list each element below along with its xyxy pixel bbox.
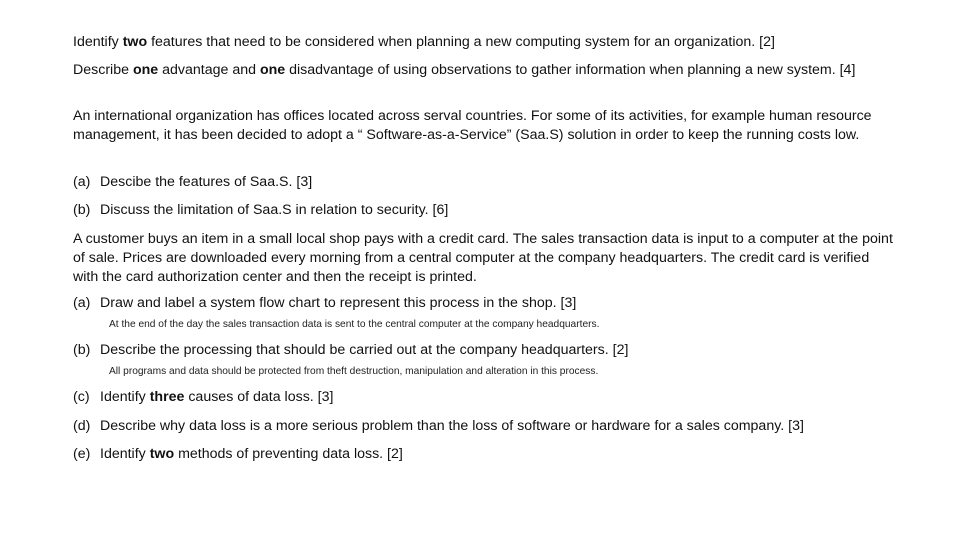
question-saas-context: An international organization has offices located across serval countries. For some of its activities, for example human resource management, it has been decided to adopt a “ Software-as-a-Service” (Saa.S) solution in order to keep the running costs low.: [73, 108, 872, 143]
note-protection: All programs and data should be protected from theft destruction, manipulation and alteration in this process.: [109, 366, 599, 377]
q4e-pre: Identify: [100, 446, 150, 462]
q1-bold: two: [122, 34, 148, 50]
q4c-pre: Identify: [100, 389, 150, 405]
q1-post: features that need to be considered when planning a new computing system for an organization. [2]: [147, 34, 775, 50]
q2-bold2: one: [259, 62, 286, 78]
q4b-label: (b): [73, 342, 91, 358]
q4c-label: (c): [73, 389, 90, 405]
q3a-label: (a): [73, 174, 91, 190]
question-shop-d: [73, 417, 903, 436]
q4c-body: [100, 388, 333, 407]
q2-bold1: one: [132, 62, 159, 78]
q4e-bold: two: [149, 446, 175, 462]
q4a-text: Draw and label a system flow chart to represent this process in the shop. [3]: [100, 295, 577, 311]
question-observations: [73, 61, 873, 80]
note-end-of-day: At the end of the day the sales transaction data is sent to the central computer at the company headquarters.: [109, 319, 600, 330]
q4c-post: causes of data loss. [3]: [184, 389, 334, 405]
question-shop-c: [73, 388, 903, 407]
q4e-label: (e): [73, 446, 91, 462]
question-features: [73, 33, 893, 52]
q2-post: disadvantage of using observations to gather information when planning a new system. [4]: [285, 62, 856, 78]
q1-pre: Identify: [73, 34, 123, 50]
q3a-text: Descibe the features of Saa.S. [3]: [100, 174, 313, 190]
q3b-text: Discuss the limitation of Saa.S in relation to security. [6]: [100, 202, 449, 218]
question-shop-a: [73, 294, 903, 313]
q2-mid: advantage and: [158, 62, 260, 78]
q4d-text: Describe why data loss is a more serious problem than the loss of software or hardware for a sales company. [3]: [100, 418, 804, 434]
q4d-label: (d): [73, 418, 91, 434]
q3b-label: (b): [73, 202, 91, 218]
q4b-text: Describe the processing that should be carried out at the company headquarters. [2]: [100, 342, 629, 358]
question-shop-b: [73, 341, 903, 360]
question-shop-context: A customer buys an item in a small local shop pays with a credit card. The sales transaction data is input to a computer at the point of sale. Prices are downloaded every morning from a central computer at the company headquarters. The credit card is verified with the card authorization center and then the receipt is printed.: [73, 231, 893, 285]
question-saas-b: [73, 201, 903, 220]
question-saas-a: [73, 173, 903, 192]
q4c-bold: three: [149, 389, 185, 405]
q2-pre: Describe: [73, 62, 133, 78]
question-shop-e: [73, 445, 903, 464]
q4e-post: methods of preventing data loss. [2]: [174, 446, 403, 462]
q4e-body: [100, 445, 403, 464]
q4a-label: (a): [73, 295, 91, 311]
